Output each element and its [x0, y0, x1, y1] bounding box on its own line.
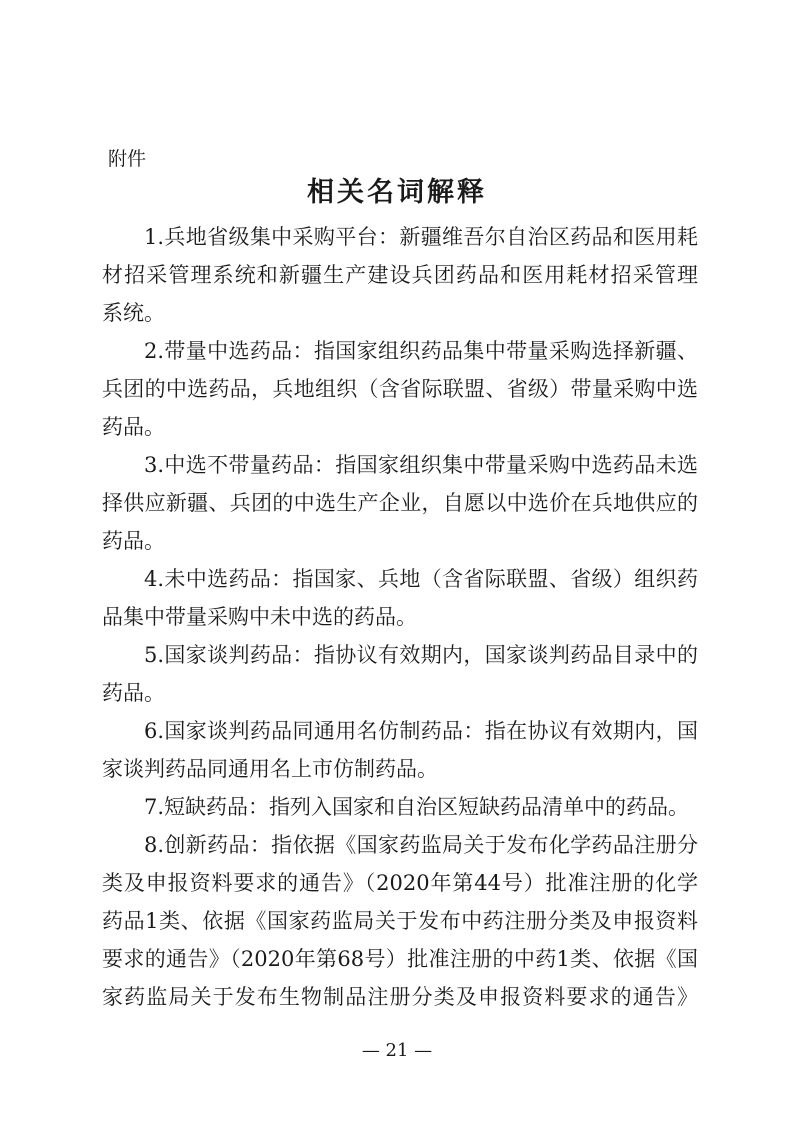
paragraph-line: 药品。	[102, 415, 165, 439]
paragraph-line: 1.兵地省级集中采购平台：新疆维吾尔自治区药品和医用耗	[144, 225, 698, 249]
page-title: 相关名词解释	[307, 177, 487, 208]
paragraph-line: 7.短缺药品：指列入国家和自治区短缺药品清单中的药品。	[144, 795, 690, 819]
paragraph-line: 药品1类、依据《国家药监局关于发布中药注册分类及申报资料	[102, 909, 698, 933]
paragraph-line: 2.带量中选药品：指国家组织药品集中带量采购选择新疆、	[144, 339, 698, 363]
paragraph-line: 家药监局关于发布生物制品注册分类及申报资料要求的通告》	[102, 985, 698, 1009]
paragraph-line: 4.未中选药品：指国家、兵地（含省际联盟、省级）组织药	[144, 567, 698, 591]
paragraph-line: 药品。	[102, 529, 165, 553]
paragraph-line: 类及申报资料要求的通告》（2020年第44号）批准注册的化学	[102, 871, 698, 895]
paragraph-line: 3.中选不带量药品：指国家组织集中带量采购中选药品未选	[144, 453, 698, 477]
paragraph-line: 6.国家谈判药品同通用名仿制药品：指在协议有效期内，国	[144, 719, 698, 743]
page-number: — 21 —	[361, 1040, 433, 1061]
attachment-label: 附件	[108, 148, 147, 170]
paragraph-line: 品集中带量采购中未中选的药品。	[102, 605, 417, 629]
paragraph-line: 材招采管理系统和新疆生产建设兵团药品和医用耗材招采管理	[102, 263, 698, 287]
paragraph-line: 要求的通告》（2020年第68号）批准注册的中药1类、依据《国	[102, 947, 698, 971]
paragraph-line: 8.创新药品：指依据《国家药监局关于发布化学药品注册分	[144, 833, 698, 857]
paragraph-line: 5.国家谈判药品：指协议有效期内，国家谈判药品目录中的	[144, 643, 698, 667]
paragraph-line: 择供应新疆、兵团的中选生产企业，自愿以中选价在兵地供应的	[102, 491, 698, 515]
paragraph-line: 兵团的中选药品，兵地组织（含省际联盟、省级）带量采购中选	[102, 377, 698, 401]
paragraph-line: 系统。	[102, 301, 165, 325]
paragraph-line: 药品。	[102, 681, 165, 705]
paragraph-line: 家谈判药品同通用名上市仿制药品。	[102, 757, 438, 781]
document-body	[102, 218, 698, 1016]
